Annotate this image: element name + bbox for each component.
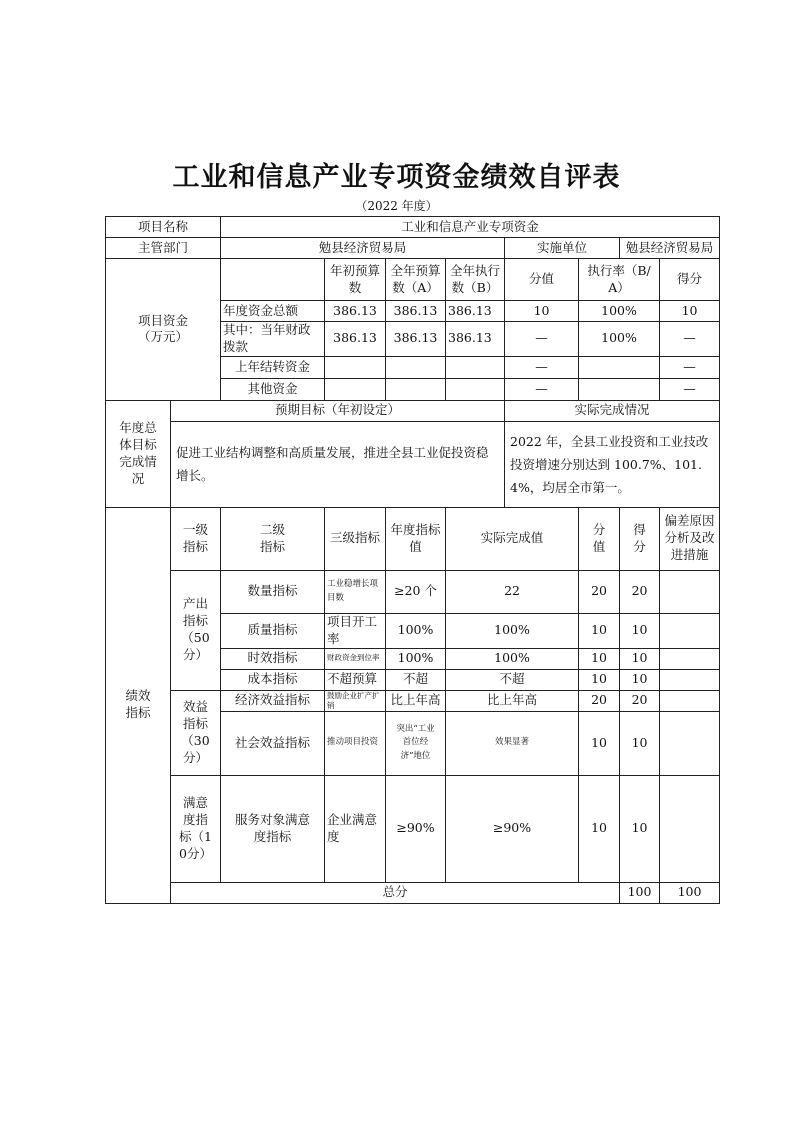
perf-score: 10 — [579, 648, 620, 669]
perf-score: 10 — [579, 711, 620, 775]
perf-l2: 服务对象满意度指标 — [221, 775, 325, 882]
funds-row-rate — [579, 356, 660, 378]
perf-target: 不超 — [386, 669, 446, 690]
funds-header-executed: 全年执行数（B） — [446, 259, 505, 301]
total-row — [106, 882, 720, 903]
dept-value: 勉县经济贸易局 — [221, 238, 505, 259]
funds-header-blank — [221, 259, 325, 301]
perf-score: 10 — [579, 669, 620, 690]
impl-value: 勉县经济贸易局 — [620, 238, 720, 259]
evaluation-table — [105, 216, 720, 904]
goal-header-row — [106, 400, 720, 421]
perf-l2: 数量指标 — [221, 570, 325, 613]
perf-target: ≥90% — [386, 775, 446, 882]
funds-row-got: 10 — [660, 301, 720, 322]
funds-header-row — [106, 259, 720, 301]
funds-row-budget — [386, 378, 446, 400]
funds-row-initial — [325, 356, 386, 378]
perf-header-l3: 三级指标 — [325, 507, 386, 570]
perf-actual: 不超 — [446, 669, 579, 690]
funds-row-executed: 386.13 — [446, 322, 505, 357]
funds-row-score: — — [505, 356, 579, 378]
funds-header-rate: 执行率（B/A） — [579, 259, 660, 301]
perf-got: 10 — [620, 711, 660, 775]
perf-got: 20 — [620, 690, 660, 711]
perf-l2: 经济效益指标 — [221, 690, 325, 711]
goal-actual-text: 2022 年，全县工业投资和工业技改投资增速分别达到 100.7%、101.4%，均居全市第一。 — [505, 421, 720, 507]
funds-row-score: — — [505, 378, 579, 400]
perf-header-score: 分值 — [579, 507, 620, 570]
funds-row-rate: 100% — [579, 322, 660, 357]
perf-l3: 推动项目投资 — [325, 711, 386, 775]
funds-label-line1: 项目资金 — [138, 312, 189, 328]
perf-target: 比上年高 — [386, 690, 446, 711]
funds-row-executed: 386.13 — [446, 301, 505, 322]
perf-header-got: 得分 — [620, 507, 660, 570]
perf-l2: 时效指标 — [221, 648, 325, 669]
perf-target: 100% — [386, 613, 446, 648]
perf-score: 10 — [579, 613, 620, 648]
perf-l2: 成本指标 — [221, 669, 325, 690]
perf-actual: 100% — [446, 613, 579, 648]
funds-row-executed — [446, 378, 505, 400]
perf-group-output: 产出指标（50分） — [171, 570, 221, 690]
perf-reason — [660, 775, 720, 882]
project-row — [106, 217, 720, 238]
funds-row-name: 年度资金总额 — [221, 301, 325, 322]
funds-label-line2: （万元） — [138, 329, 189, 345]
perf-header-l2: 二级指标 — [221, 507, 325, 570]
perf-l3: 工业稳增长项目数 — [325, 570, 386, 613]
goal-content-row — [106, 421, 720, 507]
perf-header-target: 年度指标值 — [386, 507, 446, 570]
funds-row-budget — [386, 356, 446, 378]
perf-reason — [660, 690, 720, 711]
perf-reason — [660, 711, 720, 775]
funds-row-got: — — [660, 378, 720, 400]
funds-row-name: 上年结转资金 — [221, 356, 325, 378]
funds-row-score: 10 — [505, 301, 579, 322]
perf-reason — [660, 570, 720, 613]
perf-l3: 鼓励企业扩产扩销 — [325, 690, 386, 711]
perf-header-row — [106, 507, 720, 570]
department-row — [106, 238, 720, 259]
perf-got: 10 — [620, 648, 660, 669]
perf-l2: 质量指标 — [221, 613, 325, 648]
impl-label: 实施单位 — [505, 238, 620, 259]
funds-label — [106, 259, 221, 401]
goal-actual-header: 实际完成情况 — [505, 400, 720, 421]
perf-l2: 社会效益指标 — [221, 711, 325, 775]
funds-row-score: — — [505, 322, 579, 357]
perf-target: 突出“工业首位经济”地位 — [386, 711, 446, 775]
funds-row-name: 其他资金 — [221, 378, 325, 400]
funds-row-budget: 386.13 — [386, 301, 446, 322]
perf-row — [106, 570, 720, 613]
perf-label: 绩效指标 — [106, 507, 171, 903]
perf-got: 10 — [620, 613, 660, 648]
perf-group-benefit: 效益指标（30分） — [171, 690, 221, 775]
perf-actual: 22 — [446, 570, 579, 613]
perf-header-reason: 偏差原因分析及改进措施 — [660, 507, 720, 570]
funds-row-budget: 386.13 — [386, 322, 446, 357]
perf-reason — [660, 669, 720, 690]
perf-reason — [660, 613, 720, 648]
total-score: 100 — [620, 882, 660, 903]
goal-expected-header: 预期目标（年初设定） — [171, 400, 505, 421]
perf-l3: 企业满意度 — [325, 775, 386, 882]
funds-header-got: 得分 — [660, 259, 720, 301]
perf-target: 100% — [386, 648, 446, 669]
funds-row-name: 其中：当年财政拨款 — [221, 322, 325, 357]
goal-expected-text: 促进工业结构调整和高质量发展，推进全县工业促投资稳增长。 — [171, 421, 505, 507]
funds-row-initial — [325, 378, 386, 400]
perf-l3: 不超预算 — [325, 669, 386, 690]
perf-got: 20 — [620, 570, 660, 613]
perf-reason — [660, 648, 720, 669]
funds-row-got: — — [660, 356, 720, 378]
funds-header-budget: 全年预算数（A） — [386, 259, 446, 301]
funds-row-rate — [579, 378, 660, 400]
year-subtitle: （2022 年度） — [355, 199, 438, 213]
perf-actual: 效果显著 — [446, 711, 579, 775]
perf-header-l1: 一级指标 — [171, 507, 221, 570]
funds-row-initial: 386.13 — [325, 301, 386, 322]
perf-actual: 比上年高 — [446, 690, 579, 711]
funds-row-executed — [446, 356, 505, 378]
funds-header-initial: 年初预算数 — [325, 259, 386, 301]
perf-row — [106, 775, 720, 882]
funds-header-score: 分值 — [505, 259, 579, 301]
perf-actual: ≥90% — [446, 775, 579, 882]
dept-label: 主管部门 — [106, 238, 221, 259]
perf-row — [106, 690, 720, 711]
perf-l3: 财政资金到位率 — [325, 648, 386, 669]
total-label: 总分 — [171, 882, 620, 903]
perf-got: 10 — [620, 775, 660, 882]
funds-row-got: — — [660, 322, 720, 357]
funds-row-rate: 100% — [579, 301, 660, 322]
perf-score: 20 — [579, 570, 620, 613]
perf-got: 10 — [620, 669, 660, 690]
perf-target: ≥20 个 — [386, 570, 446, 613]
project-label: 项目名称 — [106, 217, 221, 238]
perf-score: 10 — [579, 775, 620, 882]
perf-score: 20 — [579, 690, 620, 711]
perf-group-satisfaction: 满意度指标（10分） — [171, 775, 221, 882]
perf-l3: 项目开工率 — [325, 613, 386, 648]
goal-label: 年度总体目标完成情况 — [106, 400, 171, 507]
total-got: 100 — [660, 882, 720, 903]
funds-row-initial: 386.13 — [325, 322, 386, 357]
perf-header-actual: 实际完成值 — [446, 507, 579, 570]
project-value: 工业和信息产业专项资金 — [221, 217, 720, 238]
perf-actual: 100% — [446, 648, 579, 669]
page-title: 工业和信息产业专项资金绩效自评表 — [172, 162, 621, 193]
